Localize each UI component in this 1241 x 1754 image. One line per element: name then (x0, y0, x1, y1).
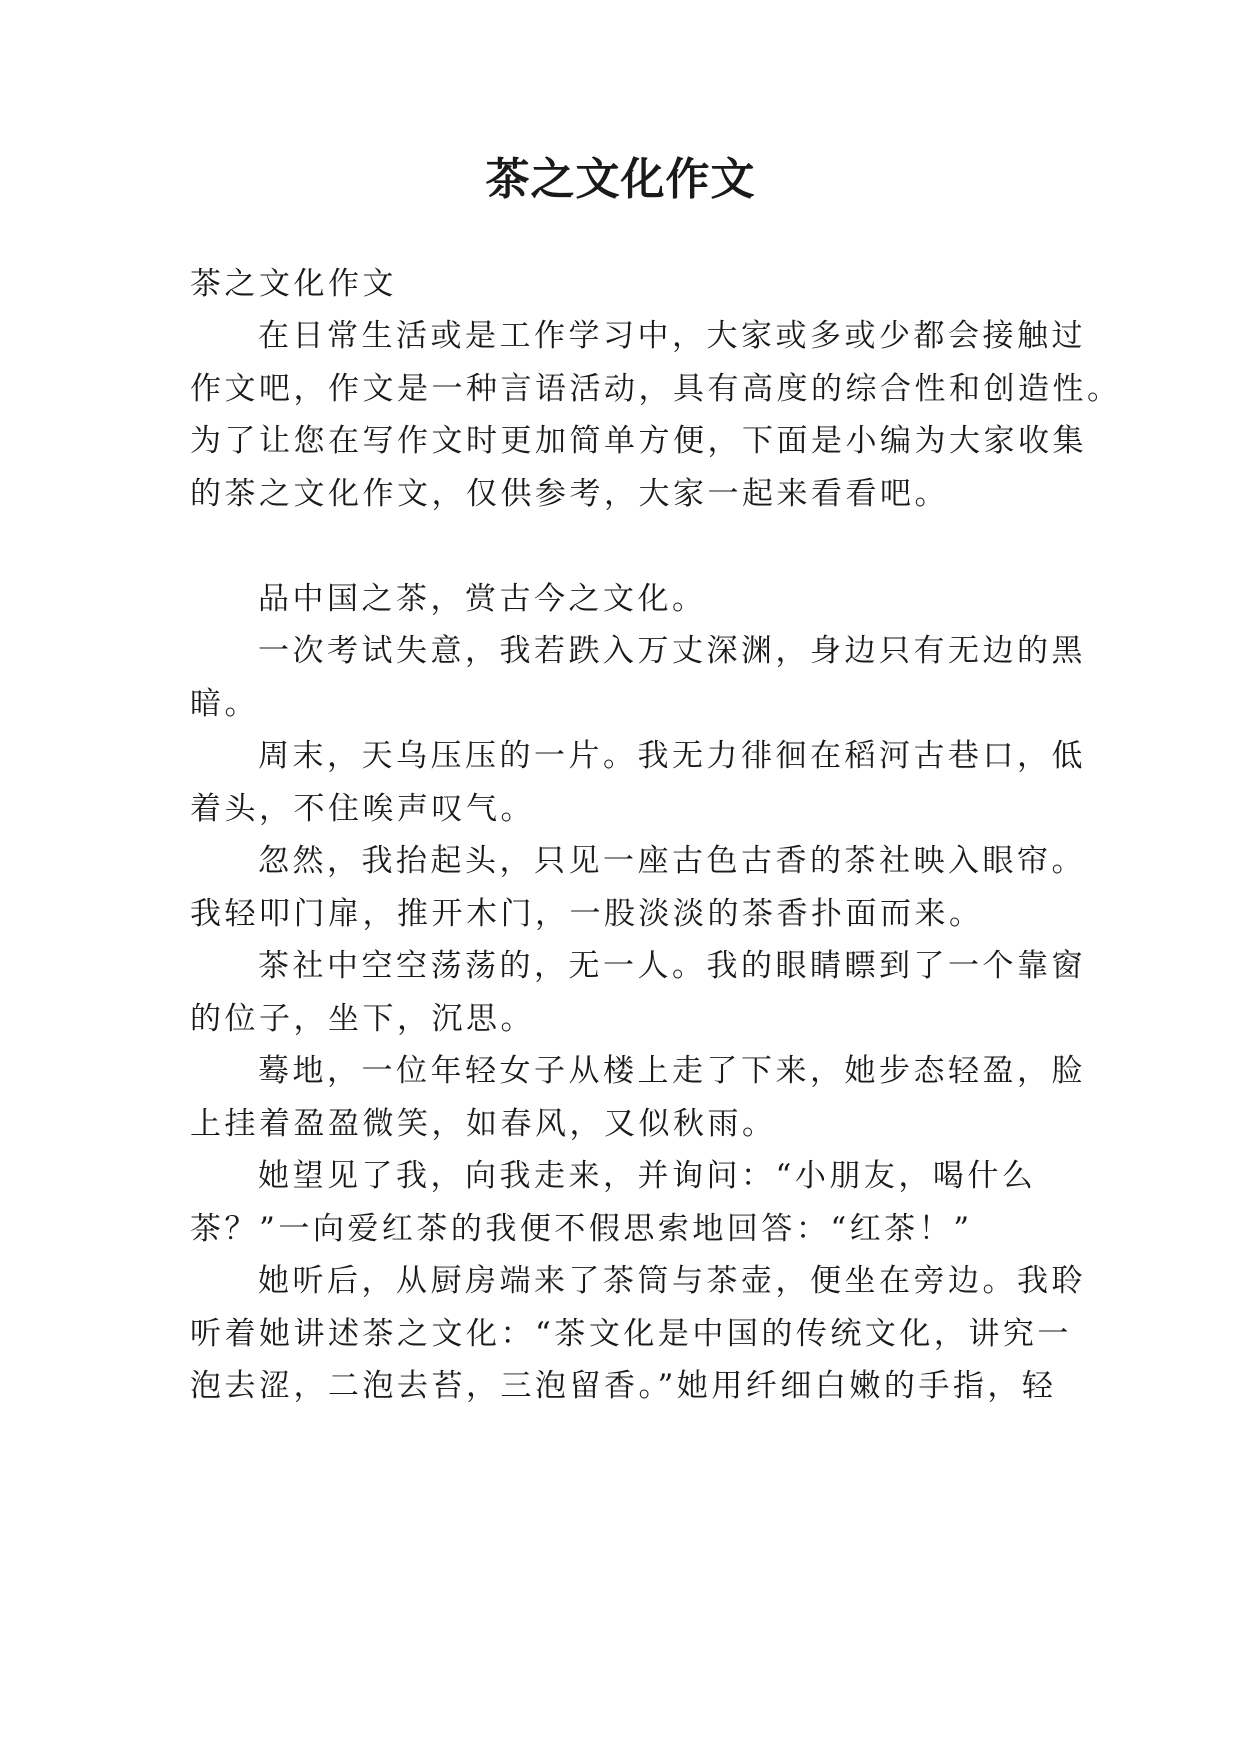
paragraph-line: 的茶之文化作文，仅供参考，大家一起来看看吧。 (190, 476, 949, 512)
paragraph-line: 暗。 (190, 686, 259, 722)
document-title: 茶之文化作文 (485, 154, 756, 205)
paragraph-line: 品中国之茶，赏古今之文化。 (258, 581, 707, 617)
paragraph-line: 茶？”一向爱红茶的我便不假思索地回答：“红茶！” (190, 1211, 973, 1247)
paragraph-line: 在日常生活或是工作学习中，大家或多或少都会接触过 (258, 318, 1086, 354)
paragraph-line: 上挂着盈盈微笑，如春风，又似秋雨。 (190, 1106, 777, 1142)
paragraph-line: 泡去涩，二泡去苔，三泡留香。”她用纤细白嫩的手指，轻 (190, 1368, 1057, 1404)
paragraph-line: 忽然，我抬起头，只见一座古色古香的茶社映入眼帘。 (258, 843, 1086, 879)
paragraph-line: 着头，不住唉声叹气。 (190, 791, 535, 827)
document-subtitle: 茶之文化作文 (190, 266, 397, 302)
paragraph-line: 蓦地，一位年轻女子从楼上走了下来，她步态轻盈，脸 (258, 1053, 1086, 1089)
paragraph-line: 茶社中空空荡荡的，无一人。我的眼睛瞟到了一个靠窗 (258, 948, 1086, 984)
paragraph-line: 为了让您在写作文时更加简单方便，下面是小编为大家收集 (190, 423, 1087, 459)
paragraph-line: 作文吧，作文是一种言语活动，具有高度的综合性和创造性。 (190, 371, 1122, 407)
paragraph-line: 她望见了我，向我走来，并询问：“小朋友，喝什么 (258, 1158, 1037, 1194)
paragraph-line: 一次考试失意，我若跌入万丈深渊，身边只有无边的黑 (258, 633, 1086, 669)
paragraph-line: 她听后，从厨房端来了茶筒与茶壶，便坐在旁边。我聆 (258, 1263, 1086, 1299)
paragraph-line: 周末，天乌压压的一片。我无力徘徊在稻河古巷口，低 (258, 738, 1086, 774)
paragraph-line: 听着她讲述茶之文化：“茶文化是中国的传统文化，讲究一 (190, 1316, 1072, 1352)
paragraph-line: 的位子，坐下，沉思。 (190, 1001, 535, 1037)
paragraph-line: 我轻叩门扉，推开木门，一股淡淡的茶香扑面而来。 (190, 896, 984, 932)
